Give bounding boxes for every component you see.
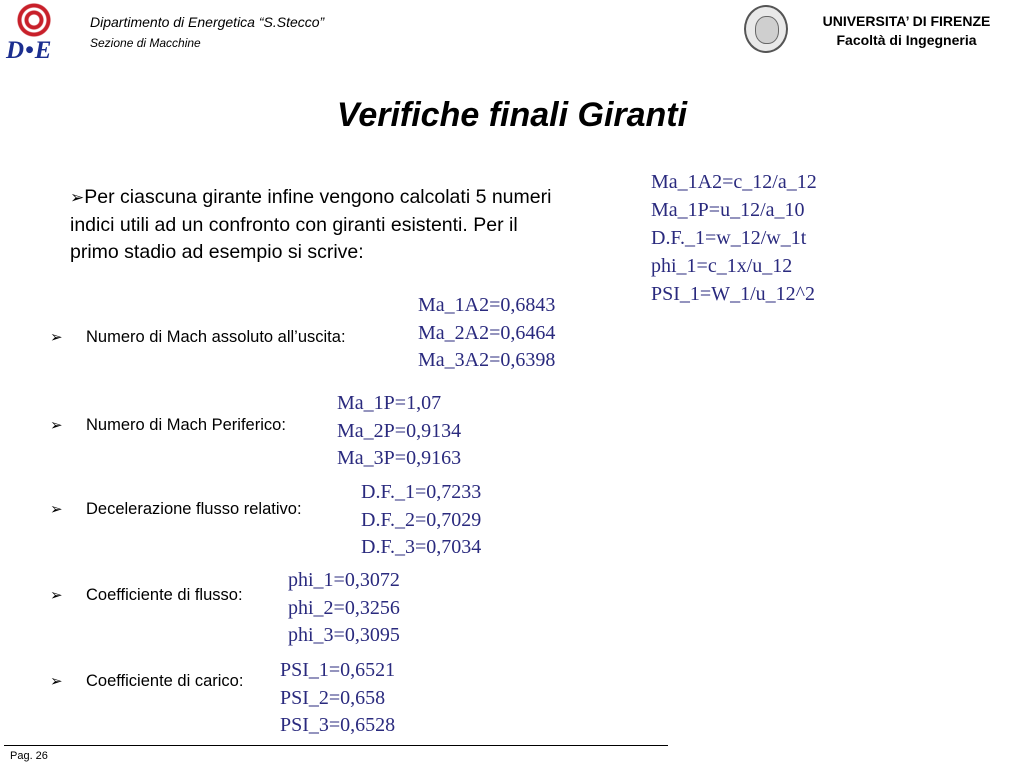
department-logo (6, 2, 64, 64)
arrow-bullet-icon: ➢ (70, 188, 85, 208)
formula-list (651, 168, 817, 308)
value-item: D.F._1=0,7233 (361, 481, 482, 503)
value-item: Ma_1A2=0,6843 (418, 294, 556, 316)
department-name: Dipartimento di Energetica “S.Stecco” (90, 14, 325, 30)
value-item: Ma_2P=0,9134 (337, 419, 462, 442)
arrow-bullet-icon: ➢ (50, 328, 63, 346)
value-item: PSI_1=0,6521 (280, 659, 396, 681)
value-item: Ma_3P=0,9163 (337, 447, 462, 469)
values-mach-peripheral (337, 390, 461, 473)
university-name: UNIVERSITA’ DI FIRENZE (822, 13, 991, 29)
footer-divider (4, 745, 668, 746)
value-item: phi_3=0,3095 (288, 624, 400, 646)
university-seal-icon (744, 5, 788, 53)
value-item: Ma_1P=1,07 (337, 392, 442, 414)
intro-text: Per ciascuna girante infine vengono calcolati 5 numeri indici utili ad un confronto con giranti esistenti. Per il primo stadio ad esempio si scrive: (70, 186, 552, 263)
bullet-label: Numero di Mach Periferico: (86, 416, 286, 434)
formula-item: PSI_1=W_1/u_12^2 (651, 283, 816, 305)
formula-item: D.F._1=w_12/w_1t (651, 227, 807, 249)
values-load-coefficient (280, 657, 395, 740)
arrow-bullet-icon: ➢ (50, 500, 63, 518)
swirl-logo-icon (16, 2, 52, 38)
arrow-bullet-icon: ➢ (50, 416, 63, 434)
value-item: phi_1=0,3072 (288, 569, 400, 591)
value-item: Ma_2A2=0,6464 (418, 321, 556, 344)
arrow-bullet-icon: ➢ (50, 672, 63, 690)
formula-item: Ma_1P=u_12/a_10 (651, 199, 805, 221)
faculty-name: Facoltà di Ingegneria (836, 32, 977, 48)
formula-item: phi_1=c_1x/u_12 (651, 255, 793, 277)
arrow-bullet-icon: ➢ (50, 586, 63, 604)
value-item: phi_2=0,3256 (288, 596, 400, 619)
bullet-label: Coefficiente di flusso: (86, 586, 243, 604)
values-diffusion-factor (361, 479, 481, 562)
value-item: PSI_2=0,658 (280, 686, 386, 709)
section-name: Sezione di Macchine (90, 36, 201, 50)
bullet-label: Numero di Mach assoluto all’uscita: (86, 328, 346, 346)
values-flow-coefficient (288, 567, 400, 650)
value-item: Ma_3A2=0,6398 (418, 349, 556, 371)
slide-title: Verifiche finali Giranti (336, 96, 688, 134)
bullet-label: Decelerazione flusso relativo: (86, 500, 302, 518)
logo-text: D•E (6, 37, 53, 64)
value-item: D.F._2=0,7029 (361, 508, 482, 531)
intro-paragraph (70, 184, 570, 266)
formula-item: Ma_1A2=c_12/a_12 (651, 171, 817, 193)
value-item: D.F._3=0,7034 (361, 536, 482, 558)
values-mach-absolute (418, 292, 555, 375)
bullet-label: Coefficiente di carico: (86, 672, 244, 690)
value-item: PSI_3=0,6528 (280, 714, 396, 736)
page-number: Pag. 26 (10, 750, 48, 762)
